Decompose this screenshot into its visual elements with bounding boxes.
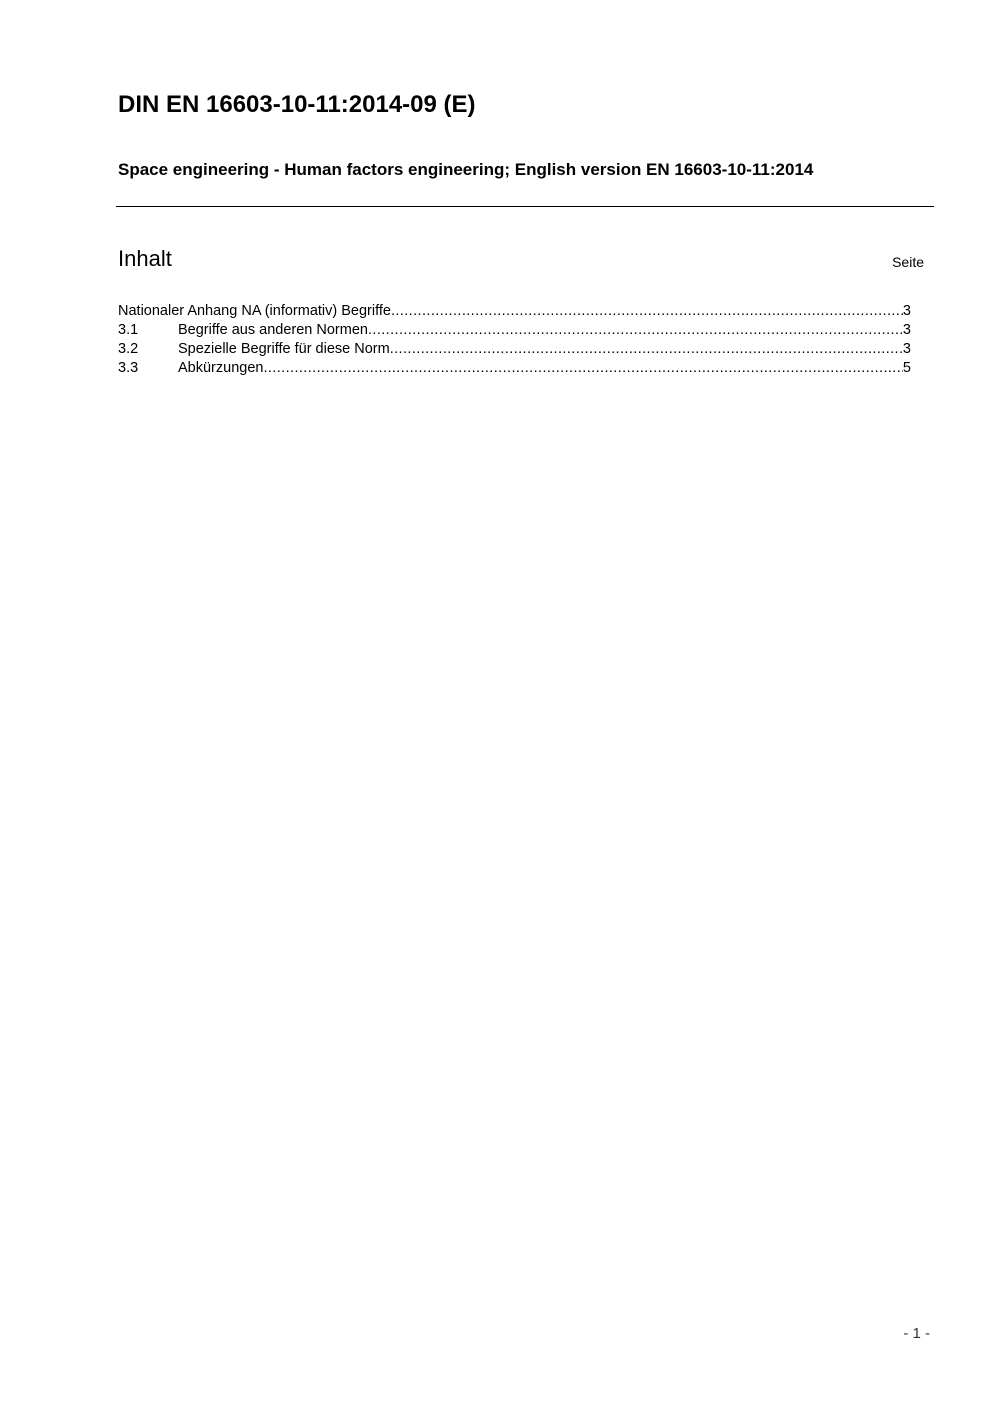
toc-entry-text: Spezielle Begriffe für diese Norm bbox=[178, 341, 390, 357]
toc-entry-text: Begriffe aus anderen Normen bbox=[178, 322, 368, 338]
toc-entry-number: 3.3 bbox=[118, 360, 139, 376]
toc-dot-leader bbox=[390, 340, 903, 359]
toc-entry-3-1[interactable] bbox=[118, 321, 911, 340]
toc-entry-3-3[interactable] bbox=[118, 359, 911, 378]
document-title: DIN EN 16603-10-11:2014-09 (E) bbox=[118, 91, 476, 118]
toc-entry-text: Nationaler Anhang NA (informativ) Begriffe bbox=[118, 303, 391, 319]
toc-entry-text: Abkürzungen bbox=[178, 360, 264, 376]
toc-dot-leader bbox=[263, 359, 902, 378]
toc-page-column-label: Seite bbox=[892, 254, 924, 270]
toc-entry-nationaler-anhang[interactable] bbox=[118, 302, 911, 321]
toc-entry-page: 3 bbox=[902, 322, 911, 338]
table-of-contents bbox=[118, 302, 911, 378]
toc-dot-leader bbox=[391, 302, 903, 321]
toc-entry-number: 3.1 bbox=[118, 322, 139, 338]
toc-entry-page: 5 bbox=[902, 360, 911, 376]
title-divider bbox=[116, 206, 934, 207]
toc-entry-3-2[interactable] bbox=[118, 340, 911, 359]
toc-entry-number: 3.2 bbox=[118, 341, 139, 357]
page-number: - 1 - bbox=[903, 1325, 930, 1342]
toc-dot-leader bbox=[368, 321, 903, 340]
toc-entry-page: 3 bbox=[902, 303, 911, 319]
toc-entry-page: 3 bbox=[902, 341, 911, 357]
document-subtitle: Space engineering - Human factors engineering; English version EN 16603-10-11:2014 bbox=[118, 160, 814, 179]
toc-heading: Inhalt bbox=[118, 246, 172, 271]
